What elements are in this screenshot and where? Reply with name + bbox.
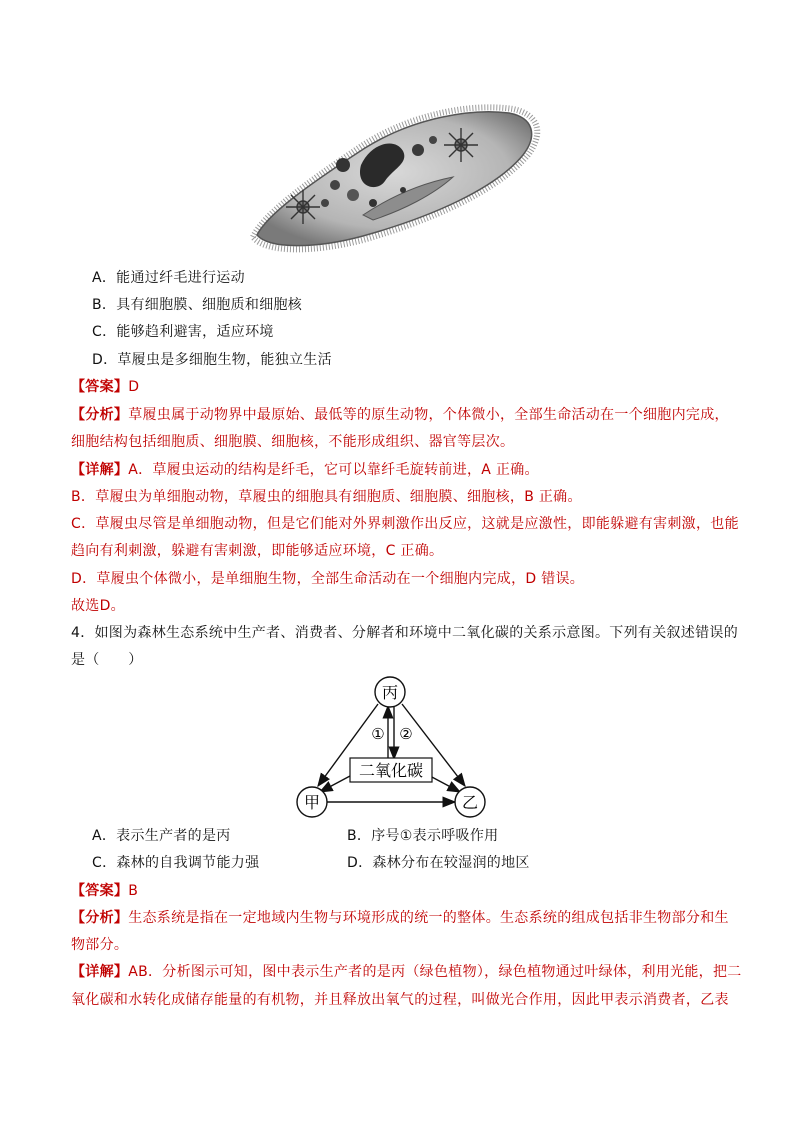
- answer-tag: 【答案】: [71, 883, 129, 899]
- paramecium-image: [243, 95, 543, 255]
- q3-option-b: B．具有细胞膜、细胞质和细胞核: [92, 297, 303, 313]
- detail-text: AB．分析图示可知，图中表示生产者的是丙（绿色植物），绿色植物通过叶绿体，利用光能，把二: [128, 964, 742, 980]
- detail-tag: 【详解】: [71, 462, 129, 478]
- label-bing: 丙: [381, 683, 399, 702]
- label-co2: 二氧化碳: [358, 761, 424, 780]
- q4-answer: [71, 881, 138, 901]
- q4-stem-line1: 4．如图为森林生态系统中生产者、消费者、分解者和环境中二氧化碳的关系示意图。下列有关叙述错误的: [71, 625, 739, 641]
- q4-option-c: C．森林的自我调节能力强: [92, 855, 260, 871]
- label-2: ②: [399, 725, 413, 743]
- q3-analysis-line1: [71, 405, 729, 425]
- answer-value: D: [128, 379, 140, 395]
- diagram-svg: [290, 674, 510, 824]
- q4-detail-line2: 氧化碳和水转化成储存能量的有机物，并且释放出氧气的过程，叫做光合作用，因此甲表示消费者，乙表: [71, 992, 729, 1008]
- q4-option-a: A．表示生产者的是丙: [92, 828, 231, 844]
- q3-analysis-line2: 细胞结构包括细胞质、细胞膜、细胞核，不能形成组织、器官等层次。: [71, 434, 515, 450]
- analysis-tag: 【分析】: [71, 407, 129, 423]
- label-jia: 甲: [303, 793, 321, 812]
- q3-detail-b: B．草履虫为单细胞动物，草履虫的细胞具有细胞质、细胞膜、细胞核，B 正确。: [71, 489, 582, 505]
- arrow-co2-to-jia: [320, 776, 350, 792]
- detail-tag: 【详解】: [71, 964, 129, 980]
- carbon-cycle-diagram: [290, 674, 510, 824]
- q3-conclusion: 故选D。: [71, 598, 125, 614]
- q4-detail-line1: [71, 962, 742, 982]
- arrow-co2-to-yi: [430, 776, 460, 792]
- q3-answer: [71, 377, 139, 397]
- q3-detail-c2: 趋向有利刺激，躲避有害刺激，即能够适应环境，C 正确。: [71, 543, 444, 559]
- q3-detail-a: [71, 460, 539, 480]
- label-yi: 乙: [461, 793, 479, 812]
- q4-option-d: D．森林分布在较湿润的地区: [347, 855, 530, 871]
- q3-option-c: C．能够趋利避害，适应环境: [92, 324, 274, 340]
- label-1: ①: [371, 725, 385, 743]
- analysis-text: 草履虫属于动物界中最原始、最低等的原生动物，个体微小，全部生命活动在一个细胞内完成，: [128, 407, 729, 423]
- q4-analysis-line1: [71, 908, 729, 928]
- q3-detail-c1: C．草履虫尽管是单细胞动物，但是它们能对外界刺激作出反应，这就是应激性，即能躲避有害刺激，也能: [71, 516, 739, 532]
- q3-option-d: D．草履虫是多细胞生物，能独立生活: [92, 352, 332, 368]
- q4-analysis-line2: 物部分。: [71, 937, 129, 953]
- q4-option-b: B．序号①表示呼吸作用: [347, 828, 499, 844]
- paramecium-illustration: [243, 95, 543, 255]
- q3-option-a: A．能通过纤毛进行运动: [92, 270, 245, 286]
- q4-stem-line2: 是（ ）: [71, 652, 143, 668]
- q3-detail-d: D．草履虫个体微小，是单细胞生物，全部生命活动在一个细胞内完成，D 错误。: [71, 571, 585, 587]
- detail-text: A．草履虫运动的结构是纤毛，它可以靠纤毛旋转前进，A 正确。: [128, 462, 539, 478]
- analysis-tag: 【分析】: [71, 910, 129, 926]
- answer-value: B: [128, 883, 139, 899]
- answer-tag: 【答案】: [71, 379, 129, 395]
- analysis-text: 生态系统是指在一定地域内生物与环境形成的统一的整体。生态系统的组成包括非生物部分和生: [128, 910, 729, 926]
